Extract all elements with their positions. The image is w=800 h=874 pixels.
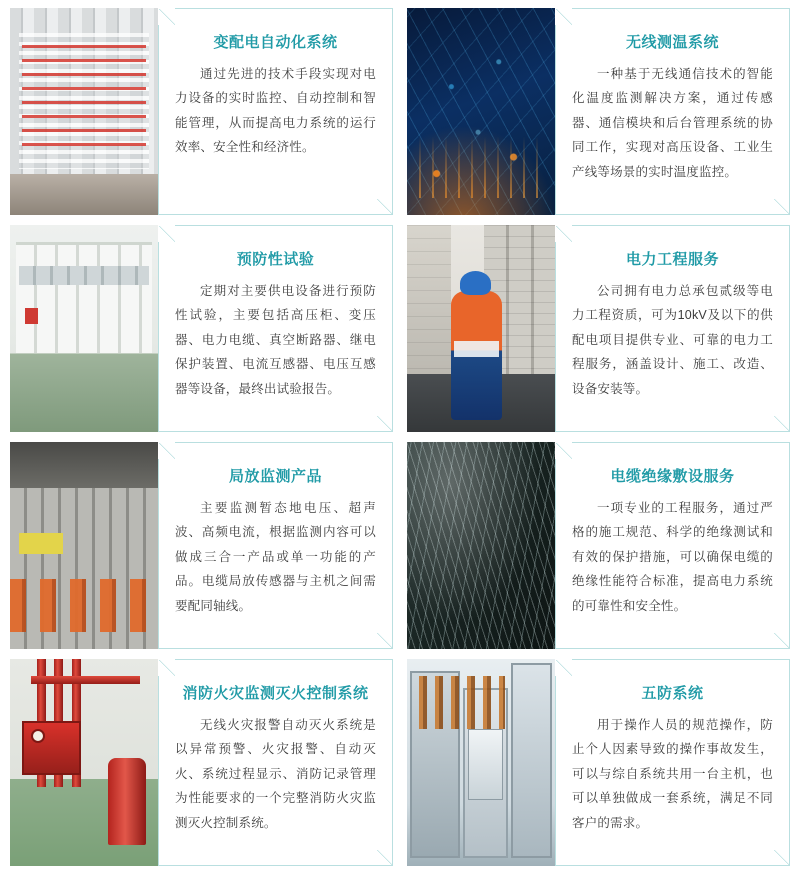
product-description: 定期对主要供电设备进行预防性试验，主要包括高压柜、变压器、电力电缆、真空断路器、继电保护装置、电流互感器、电压互感器等设备，最终出试验报告。 [175, 284, 376, 396]
product-text-box [555, 659, 790, 866]
fire-fighting-pipes-photo [10, 659, 158, 866]
product-text-box [555, 442, 790, 649]
product-card [407, 8, 790, 215]
product-description: 无线火灾报警自动灭火系统是以异常预警、火灾报警、自动灭火、系统过程显示、消防记录管理为性能要求的一个完整消防火灾监测灭火控制系统。 [175, 718, 376, 830]
product-description: 主要监测暂态地电压、超声波、高频电流，根据监测内容可以做成三合一产品或单一功能的产品。电缆局放传感器与主机之间需要配同轴线。 [175, 501, 376, 613]
product-title: 消防火灾监测灭火控制系统 [182, 685, 369, 702]
product-title: 五防系统 [641, 685, 704, 702]
product-card [10, 659, 393, 866]
product-description: 一项专业的工程服务，通过严格的施工规范、科学的绝缘测试和有效的保护措施，可以确保电缆的绝缘性能符合标准，提高电力系统的可靠性和安全性。 [572, 501, 773, 613]
product-text-box [158, 225, 393, 432]
product-card [407, 659, 790, 866]
product-text-box [555, 8, 790, 215]
switchgear-corridor-photo [10, 225, 158, 432]
product-title: 预防性试验 [236, 251, 315, 268]
product-description: 通过先进的技术手段实现对电力设备的实时监控、自动控制和智能管理，从而提高电力系统的运行效率、安全性和经济性。 [175, 67, 376, 155]
product-card [10, 225, 393, 432]
product-title: 电缆绝缘敷设服务 [610, 468, 735, 485]
product-description: 用于操作人员的规范操作，防止个人因素导致的操作事故发生，可以与综自系统共用一台主机，也可以单独做成一套系统，满足不同客户的需求。 [572, 718, 773, 830]
product-text-box [555, 225, 790, 432]
product-title: 电力工程服务 [625, 251, 719, 268]
product-card [407, 442, 790, 649]
product-card [10, 442, 393, 649]
product-card [407, 225, 790, 432]
blue-network-photo [407, 8, 555, 215]
product-description: 一种基于无线通信技术的智能化温度监测解决方案，通过传感器、通信模块和后台管理系统的协同工作，实现对高压设备、工业生产线等场景的实时温度监控。 [572, 67, 773, 179]
product-text-box [158, 659, 393, 866]
switchgear-room-photo [10, 8, 158, 215]
product-text-box [158, 442, 393, 649]
product-title: 无线测温系统 [625, 34, 719, 51]
product-title: 局放监测产品 [228, 468, 322, 485]
product-description: 公司拥有电力总承包贰级等电力工程资质，可为10kV及以下的供配电项目提供专业、可靠的电力工程服务，涵盖设计、施工、改造、设备安装等。 [572, 284, 773, 396]
product-title: 变配电自动化系统 [213, 34, 338, 51]
product-card [10, 8, 393, 215]
product-text-box [158, 8, 393, 215]
engineer-control-panel-photo [407, 225, 555, 432]
cables-photo [407, 442, 555, 649]
switchgear-cubicle-photo [407, 659, 555, 866]
terminal-blocks-photo [10, 442, 158, 649]
